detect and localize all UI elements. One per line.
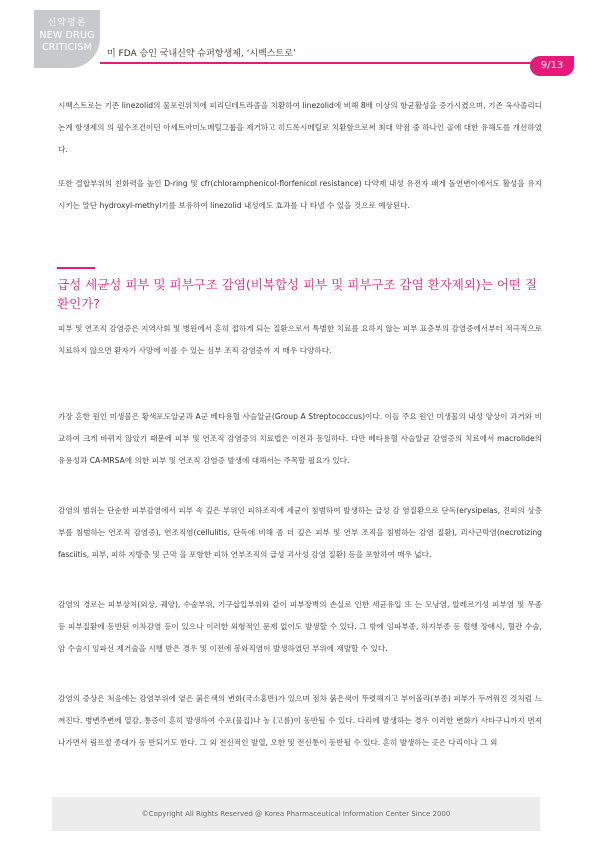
logo-english-line-1: NEW DRUG [39, 30, 95, 41]
heading-accent-bar [57, 267, 95, 269]
page-number-badge: 9/13 [530, 56, 574, 76]
logo-korean-text: 신약평론 [47, 18, 87, 28]
header-divider [100, 62, 564, 64]
paragraph-6: 감염의 경로는 피부상처(외상, 궤양), 수술부위, 기구삽입부위와 같이 피부장벽의 손실로 인한 세균유입 또 는 모낭염, 알레르기성 피부염 및 무좀 등 피부질환에 동반된 이차감염 등이 있으나 이러한 외형적인 문제 없이도 발생할 수 있다. 그 밖에 임파부종, 하지부종 등 혈행 장애시, 혈관 수술, 암 수술시 임파선 제거술을 시행 받은 경우 및 이전에 봉와직염이 발생하였던 부위에 재발할 수 있다. [58, 600, 542, 653]
paragraph-3: 피부 및 연조직 감염증은 지역사회 및 병원에서 흔히 접하게 되는 질환으로서 특별한 치료를 요하지 않는 피부 표층부의 감염증에서부터 적극적으로 치료하지 않으면 환자가 사망에 이를 수 있는 심부 조직 감염증까 지 매우 다양하다. [58, 324, 542, 355]
section-heading: 급성 세균성 피부 및 피부구조 감염(비복합성 피부 및 피부구조 감염 환자제외)는 어떤 질환인가? [57, 277, 538, 311]
paragraph-1: 시벡스트로는 기존 linezolid의 물포린위치에 피리딘테트라졸을 치환하여 linezolid에 비해 8배 이상의 항균활성을 증가시켰으며, 기존 옥사졸리디논계 항생제의 의 필수조건이던 아세트아미노메틸그룹을 제거하고 히드록시메틸로 치환함으로써 최대 약점 중 하나인 골에 대한 유해도를 개선하였다. [58, 101, 542, 154]
paragraph-7: 감염의 증상은 처음에는 감염부위에 옅은 붉은색의 변화(국소홍반)가 있으며 점차 붉은색이 뚜렷해지고 부어올라(부종) 피부가 두꺼워진 것처럼 느껴진다. 병변주변에 열감, 통증이 흔히 발생하여 수포(물집)나 농 (고름)이 동반될 수 있다. 다리에 발생하는 경우 이러한 변화가 사타구니까지 번져나가면서 림프절 종대가 동 반되기도 한다. 그 외 전신적인 발열, 오한 및 전신통이 동반될 수 있다. 흔히 발생하는 곳은 다리이나 그 외 [58, 694, 542, 747]
document-title: 미 FDA 승인 국내신약 슈퍼항생제, ‘시벡스트로’ [107, 49, 296, 59]
copyright-text: ©Copyright All Rights Reserved @ Korea Pharmaceutical Information Center Since 2000 [141, 810, 451, 818]
logo [34, 10, 100, 68]
paragraph-4: 가장 흔한 원인 미생물은 황색포도알균과 A군 베타용혈 사슬알균(Group A Streptococcus)이다. 이들 주요 원인 미생물의 내성 양상이 과거와 비교하여 크게 바뀌지 않았기 때문에 피부 및 연조직 감염증의 치료법은 이전과 동일하다. 다만 베타용혈 사슬알균 감염증의 치료에서 macrolide의 유용성과 CA-MRSA에 의한 피부 및 연조직 감염증 발생에 대해서는 주목할 필요가 있다. [58, 412, 542, 465]
paragraph-5: 감염의 범위는 단순한 피부감염에서 피부 속 깊은 부위인 피하조직에 세균이 침범하여 발생하는 급성 감 염질환으로 단독(erysipelas, 진피의 상층부를 침범하는 연조직 감염증), 연조직염(cellulitis, 단독에 비해 좀 더 깊은 피부 및 연부 조직을 침범하는 감염 질환), 괴사근막염(necrotizing fasciitis, 피부, 피하 지방층 및 근막 을 포함한 피하 연부조직의 급성 괴사성 감염 질환) 등을 포함하여 매우 넓다. [58, 506, 542, 559]
logo-english-line-2: CRITICISM [41, 42, 93, 53]
paragraph-2: 또한 결합부위의 친화력을 높인 D-ring 및 cfr(chloramphenicol-florfenicol resistance) 다약제 내성 유전자 패게 돌연변이에서도 활성을 유지시키는 말단 hydroxyl-methyl기를 보유하여 linezolid 내성에도 효과를 나 타낼 수 있을 것으로 예상된다. [58, 179, 542, 210]
footer [52, 797, 540, 831]
